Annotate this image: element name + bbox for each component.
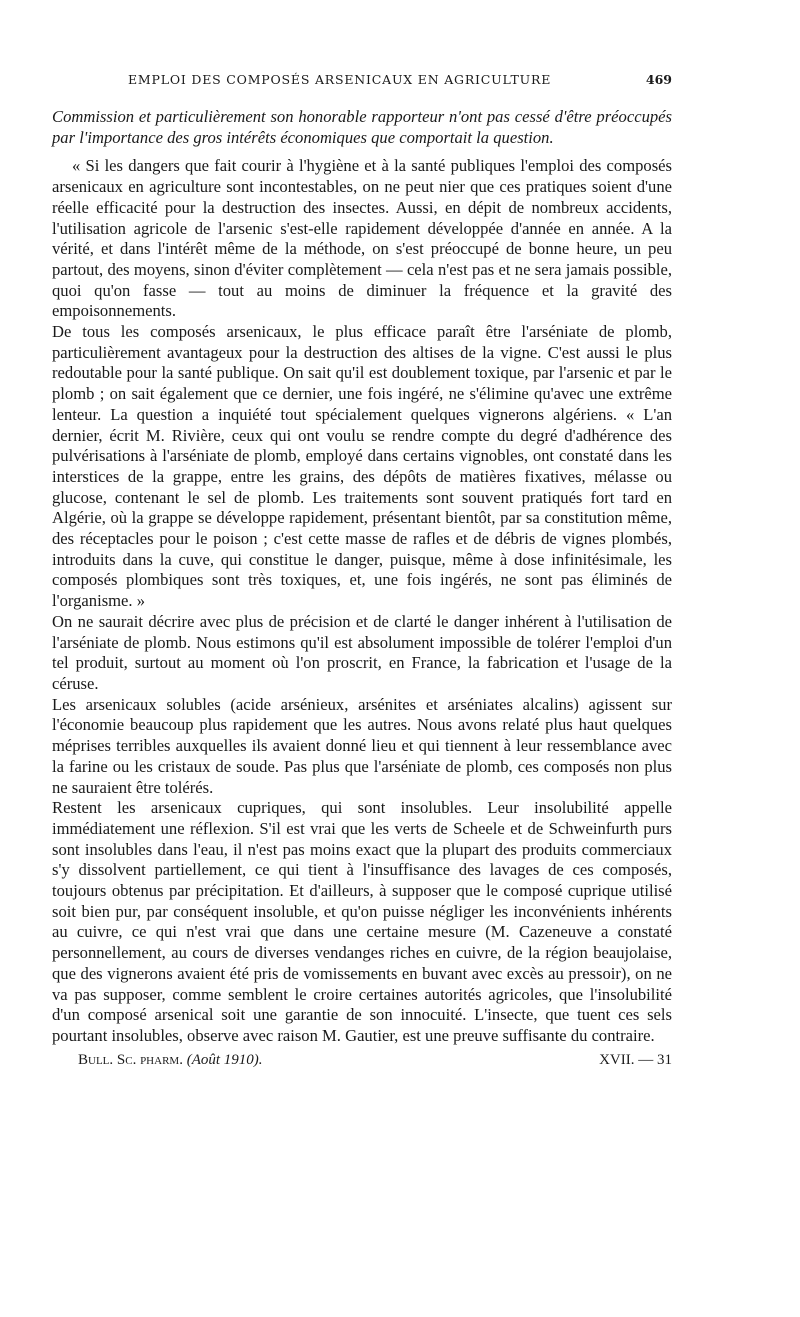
footer-volume: XVII. — 31	[599, 1051, 672, 1068]
running-header	[52, 72, 672, 87]
page-footer	[52, 1052, 672, 1069]
paragraph: De tous les composés arsenicaux, le plus efficace paraît être l'arséniate de plomb, particulièrement avantageux pour la destruction des altises de la vigne. C'est aussi le plus redoutable pour la santé publique. On sait qu'il est doublement toxique, par l'arsenic et par le plomb ; on sait également que ce dernier, une fois ingéré, ne s'élimine qu'avec une extrême lenteur. La question a inquiété tout spécialement quelques vignerons algériens. « L'an dernier, écrit M. Rivière, ceux qui ont voulu se rendre compte du degré d'adhérence des pulvérisations à l'arséniate de plomb, employé dans certains vignobles, ont constaté dans les interstices de la grappe, entre les grains, des dépôts de matières fixatives, mélasse ou glucose, contenant le sel de plomb. Les traitements sont souvent pratiqués fort tard en Algérie, où la grappe se développe rapidement, présentant bientôt, par sa constitution même, des réceptacles pour le poison ; c'est cette masse de rafles et de débris de vignes plombés, introduits dans la cuve, qui constitue le danger, puisque, même à dose infinitésimale, les composés plombiques sont très toxiques, et, une fois ingérés, ne sont pas éliminés de l'organisme. »	[52, 322, 672, 611]
paragraph: « Si les dangers que fait courir à l'hygiène et à la santé publiques l'emploi des composés arsenicaux en agriculture sont incontestables, on ne peut nier que ces pratiques soient d'une réelle efficacité pour la destruction des insectes. Aussi, en dépit de nombreux accidents, l'utilisation agricole de l'arsenic s'est-elle rapidement développée d'année en année. A la vérité, et dans l'intérêt même de la méthode, on s'est préoccupé de bonne heure, un peu partout, des moyens, sinon d'éviter complètement — cela n'est pas et ne sera jamais possible, quoi qu'on fasse — tout au moins de diminuer la fréquence et la gravité des empoisonnements.	[52, 156, 672, 321]
page-number: 469	[645, 72, 672, 87]
paragraph: On ne saurait décrire avec plus de précision et de clarté le danger inhérent à l'utilisation de l'arséniate de plomb. Nous estimons qu'il est absolument impossible de tolérer l'emploi d'un tel produit, surtout au moment où l'on proscrit, en France, la fabrication et l'usage de la céruse.	[52, 611, 672, 693]
paragraph: Restent les arsenicaux cupriques, qui sont insolubles. Leur insolubilité appelle immédiatement une réflexion. S'il est vrai que les verts de Scheele et de Schweinfurth purs sont insolubles dans l'eau, il n'est pas moins exact que la plupart des produits commerciaux s'y dissolvent partiellement, ce qui tient à l'insuffisance des lavages de ces composés, toujours obtenus par précipitation. Et d'ailleurs, à supposer que le composé cuprique utilisé soit bien pur, par conséquent insoluble, et qu'on puisse négliger les inconvénients inhérents au cuivre, ce qui n'est vrai que dans une certaine mesure (M. Cazeneuve a constaté personnellement, au cours de diverses vendanges riches en cuivre, de la région beaujolaise, que des vignerons avaient été pris de vomissements en buvant avec excès au pressoir), on ne va pas supposer, comme semblent le croire certaines autorités agricoles, que l'insolubilité d'un composé arsenical soit une garantie de son innocuité. L'insecte, que tuent ces sels pourtant insolubles, observe avec raison M. Gautier, est une preuve suffisante du contraire.	[52, 798, 672, 1045]
running-title: EMPLOI DES COMPOSÉS ARSENICAUX EN AGRICULTURE	[128, 72, 552, 87]
footer-journal: Bull. Sc. pharm.	[78, 1051, 183, 1068]
paragraph-intro: Commission et particulièrement son honorable rapporteur n'ont pas cessé d'être préoccupés par l'importance des gros intérêts économiques que comportait la question.	[52, 107, 672, 147]
paragraph: Les arsenicaux solubles (acide arsénieux, arsénites et arséniates alcalins) agissent sur l'économie beaucoup plus rapidement que les autres. Nous avons relaté plus haut quelques méprises terribles auxquelles ils avaient donné lieu et qui tiennent à leur ressemblance avec la farine ou les cristaux de soude. Pas plus que l'arséniate de plomb, ces composés non plus ne sauraient être tolérés.	[52, 694, 672, 797]
footer-citation	[78, 1052, 263, 1069]
article-body	[52, 107, 672, 1047]
footer-date: (Août 1910).	[186, 1051, 263, 1068]
